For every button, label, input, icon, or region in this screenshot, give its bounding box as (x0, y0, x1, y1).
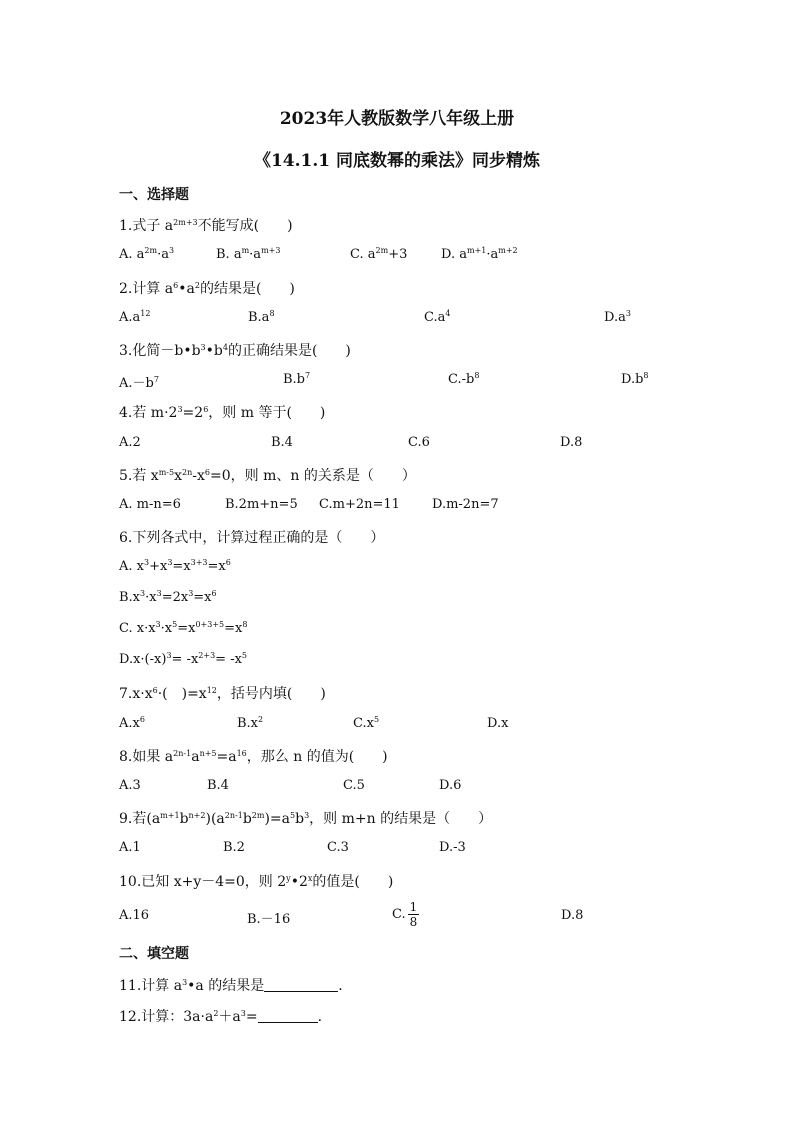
question-6: 6.下列各式中，计算过程正确的是（ ） (119, 530, 385, 546)
q2-option-a: $A.a^{12}$ (119, 309, 151, 325)
page-title: 2023年人教版数学八年级上册 (279, 109, 515, 129)
question-1: 1.式子 $a^{2m+3}$不能写成( ) (119, 218, 293, 234)
q9-option-d: D.-3 (439, 840, 466, 855)
q9-option-a: A.1 (119, 840, 141, 855)
q2-option-b: $B.a^8$ (248, 309, 275, 325)
page-subtitle: 《14.1.1 同底数幂的乘法》同步精炼 (253, 151, 541, 171)
question-8: 8.如果 $a^{2n-1}a^{n+5}=a^{16}$，那么 n 的值为( ) (119, 749, 388, 765)
question-3: 3.化简$-b•b^3•b^4$的正确结果是( ) (119, 343, 351, 359)
q10-option-d: D.8 (561, 908, 584, 923)
q2-option-d: $D.a^3$ (604, 309, 631, 325)
q3-option-d: $D.b^8$ (621, 371, 649, 387)
question-11: 11.计算 $a^3•a$ 的结果是 . (119, 978, 343, 994)
question-9: 9.若$(a^{m+1}b^{n+2})(a^{2n-1}b^{2m})=a^5b^3$，则 m+n 的结果是（ ） (119, 811, 493, 827)
q8-option-b: B.4 (207, 778, 229, 793)
q6-option-c: C. $x\cdot x^3\cdot x^5=x^{0+3+5}=x^8$ (119, 620, 248, 636)
q10-option-c: C. $\frac{1}{8}$ (392, 900, 418, 929)
q10-option-a: A.16 (119, 908, 150, 923)
q6-option-b: $B.x^3\cdot x^3=2x^3=x^6$ (119, 589, 217, 605)
q6-option-a: A. $x^3+x^3=x^{3+3}=x^6$ (119, 558, 231, 574)
q1-option-a: A. $a^{2m}\cdot a^3$ (119, 246, 175, 262)
q7-option-d: D.x (487, 716, 509, 731)
q5-option-a: A. m-n=6 (119, 497, 181, 512)
fraction: $\frac{1}{8}$ (409, 900, 418, 929)
question-5: 5.若 $x^{m-5}x^{2n}-x^6=0$，则 m、n 的关系是（ ） (119, 468, 416, 484)
q6-option-d: $D.x\cdot(-x)^3= -x^{2+3}= -x^5$ (119, 651, 248, 667)
q2-option-c: $C.a^4$ (424, 309, 451, 325)
q8-option-c: C.5 (343, 778, 365, 793)
q7-option-c: $C.x^5$ (353, 715, 380, 731)
question-10: 10.已知 x+y－4=0，则 2$^y$•2$^x$的值是( ) (119, 874, 394, 890)
q5-option-d: D.m-2n=7 (432, 497, 499, 512)
q7-option-a: $A.x^6$ (119, 715, 145, 731)
q4-option-d: D.8 (560, 435, 583, 450)
question-12: 12.计算：$3a\cdot a^2+a^3=$ . (119, 1009, 323, 1025)
q1-option-b: B. $a^m\cdot a^{m+3}$ (216, 246, 281, 262)
q9-option-b: B.2 (223, 840, 245, 855)
question-2: 2.计算 $a^6•a^2$的结果是( ) (119, 281, 295, 297)
q1-option-c: C. $a^{2m}+3$ (350, 246, 408, 262)
q5-option-b: B.2m+n=5 (225, 497, 298, 512)
q4-option-c: C.6 (408, 435, 430, 450)
q4-option-a: A.2 (119, 435, 141, 450)
q4-option-b: B.4 (271, 435, 293, 450)
q3-option-c: $C.-b^8$ (448, 371, 480, 387)
question-7: $7.x\cdot x^6\cdot$( )$=x^{12}$，括号内填( ) (119, 686, 326, 702)
answer-blank (264, 991, 338, 992)
q1-option-d: D. $a^{m+1}\cdot a^{m+2}$ (441, 246, 518, 262)
q3-option-a: $A.-b^7$ (119, 375, 159, 391)
q3-option-b: $B.b^7$ (283, 371, 311, 387)
q8-option-a: A.3 (119, 778, 141, 793)
section-heading-fill: 二、填空题 (119, 946, 189, 962)
answer-blank (258, 1022, 318, 1023)
q10-option-b: B.－16 (247, 912, 291, 927)
q8-option-d: D.6 (439, 778, 462, 793)
question-4: 4.若 $m\cdot 2^3=2^6$，则 m 等于( ) (119, 405, 326, 421)
q5-option-c: C.m+2n=11 (319, 497, 400, 512)
q9-option-c: C.3 (327, 840, 349, 855)
q7-option-b: $B.x^2$ (237, 715, 264, 731)
section-heading-choice: 一、选择题 (119, 187, 189, 203)
